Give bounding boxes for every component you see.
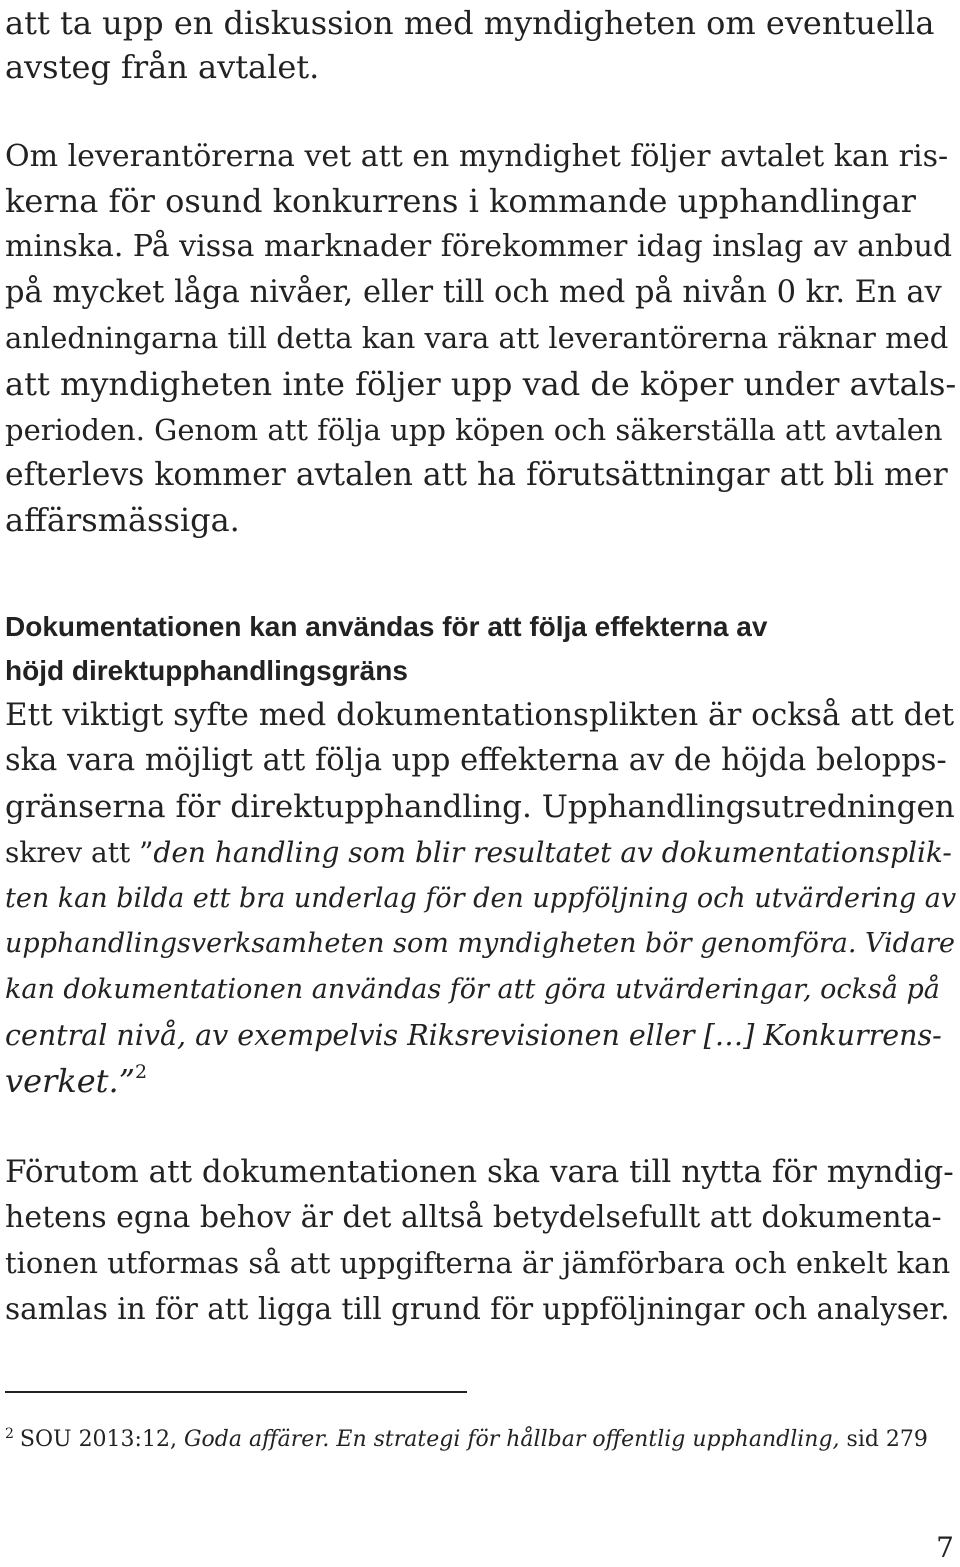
footnote-suffix: sid 279 [846, 1427, 928, 1452]
paragraph-3-line-8: central nivå, av exempelvis Riksrevisionen eller […] Konkurrens- [5, 1019, 942, 1052]
section-heading-line-1: Dokumentationen kan användas för att följa effekterna av [5, 611, 768, 642]
paragraph-3-line-9 [5, 1058, 147, 1109]
footnote-divider [5, 1391, 467, 1393]
paragraph-2-line-5: anledningarna till detta kan vara att leverantörerna räknar med [5, 321, 949, 355]
paragraph-2-line-6: att myndigheten inte följer upp vad de köper under avtals- [5, 365, 957, 403]
paragraph-1-line-1: att ta upp en diskussion med myndigheten om eventuella [5, 4, 935, 42]
footnote-number: 2 [5, 1426, 14, 1442]
paragraph-4-line-2: hetens egna behov är det alltså betydelsefullt att dokumenta- [5, 1200, 942, 1235]
footnote-reference: 2 [135, 1061, 148, 1083]
paragraph-2-line-9: affärsmässiga. [5, 501, 240, 539]
paragraph-3-line-7: kan dokumentationen användas för att göra utvärderingar, också på [5, 974, 940, 1005]
paragraph-2-line-2: kerna för osund konkurrens i kommande upphandlingar [5, 182, 916, 220]
paragraph-3-line-4 [5, 830, 952, 876]
footnote-prefix: SOU 2013:12, [19, 1427, 177, 1452]
paragraph-3-line-1: Ett viktigt syfte med dokumentationsplikten är också att det [5, 697, 955, 733]
paragraph-3-line-6: upphandlingsverksamheten som myndigheten bör genomföra. Vidare [5, 928, 955, 959]
paragraph-2-line-8: efterlevs kommer avtalen att ha förutsättningar att bli mer [5, 457, 948, 493]
quote-end-text: verket.” [5, 1062, 136, 1100]
line-text: skrev att ” [5, 836, 154, 869]
footnote-title: Goda affärer. En strategi för hållbar offentlig upphandling, [183, 1427, 840, 1452]
paragraph-2-line-4: på mycket låga nivåer, eller till och med på nivån 0 kr. En av [5, 275, 942, 310]
page-number: 7 [936, 1531, 954, 1564]
paragraph-2-line-7: perioden. Genom att följa upp köpen och säkerställa att avtalen [5, 413, 943, 447]
paragraph-3-line-3: gränserna för direktupphandling. Upphandlingsutredningen [5, 789, 955, 825]
section-heading-line-2: höjd direktupphandlingsgräns [5, 655, 408, 686]
paragraph-2-line-1: Om leverantörerna vet att en myndighet följer avtalet kan ris- [5, 139, 949, 174]
paragraph-2-line-3: minska. På vissa marknader förekommer idag inslag av anbud [5, 229, 953, 264]
footnote [5, 1422, 928, 1460]
quote-text: den handling som blir resultatet av dokumentationsplik- [153, 836, 952, 869]
paragraph-3-line-2: ska vara möjligt att följa upp effekterna av de höjda belopps- [5, 743, 947, 778]
paragraph-3-line-5: ten kan bilda ett bra underlag för den uppföljning och utvärdering av [5, 883, 957, 914]
paragraph-4-line-4: samlas in för att ligga till grund för uppföljningar och analyser. [5, 1292, 950, 1326]
paragraph-1-line-2: avsteg från avtalet. [5, 48, 320, 86]
paragraph-4-line-1: Förutom att dokumentationen ska vara till nytta för myndig- [5, 1154, 954, 1190]
paragraph-4-line-3: tionen utformas så att uppgifterna är jämförbara och enkelt kan [5, 1246, 951, 1280]
